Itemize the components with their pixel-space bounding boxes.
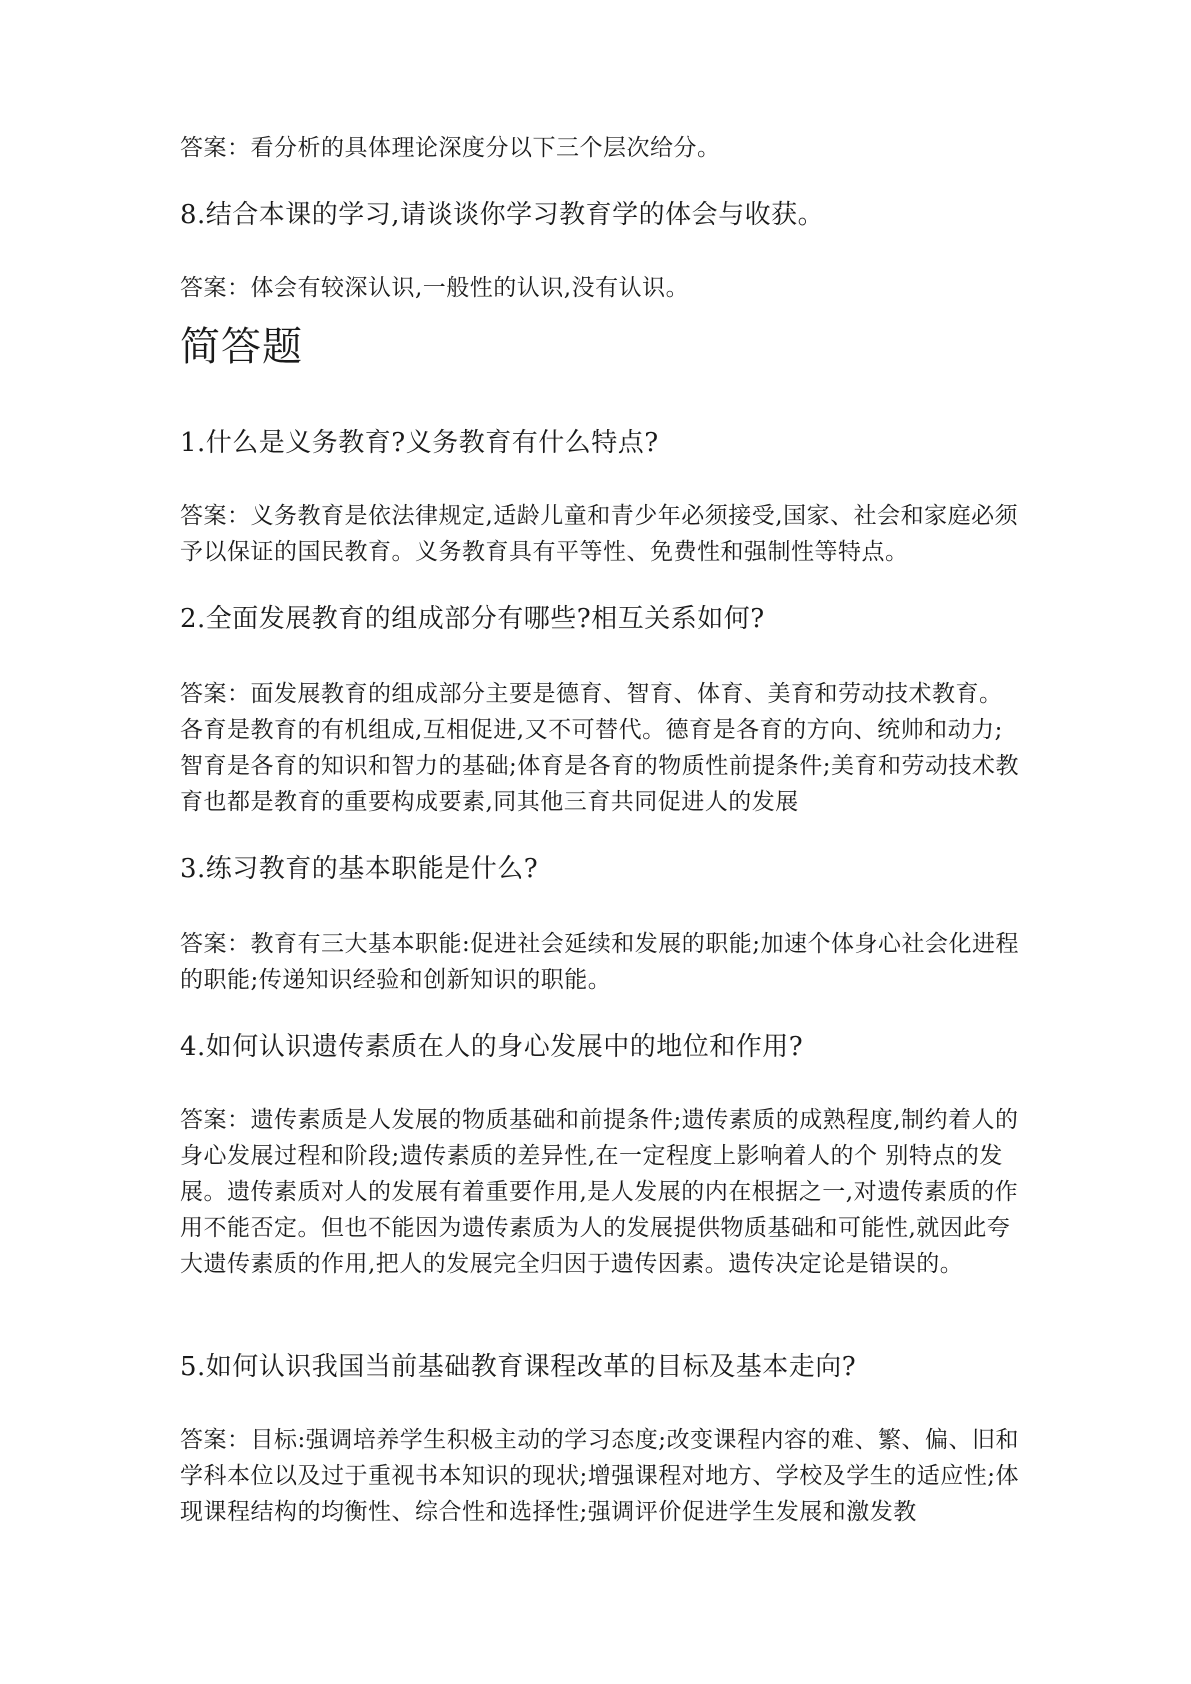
question-heading: 5.如何认识我国当前基础教育课程改革的目标及基本走向?: [180, 1352, 857, 1382]
answer-paragraph: 答案：面发展教育的组成部分主要是德育、智育、体育、美育和劳动技术教育。各育是教育的有机组成,互相促进,又不可替代。德育是各育的方向、统帅和动力;智育是各育的知识和智力的基础;体育是各育的物质性前提条件;美育和劳动技术教育也都是教育的重要构成要素,同其他三育共同促进人的发展: [180, 681, 1019, 815]
answer-paragraph: 答案：教育有三大基本职能:促进社会延续和发展的职能;加速个体身心社会化进程的职能;传递知识经验和创新知识的职能。: [180, 931, 1019, 993]
question-heading: 8.结合本课的学习,请谈谈你学习教育学的体会与收获。: [180, 200, 825, 230]
question-heading: 3.练习教育的基本职能是什么?: [180, 854, 539, 884]
answer-paragraph: 答案：目标:强调培养学生积极主动的学习态度;改变课程内容的难、繁、偏、旧和学科本位以及过于重视书本知识的现状;增强课程对地方、学校及学生的适应性;体现课程结构的均衡性、综合性和选择性;强调评价促进学生发展和激发教: [180, 1427, 1019, 1525]
answer-paragraph: 答案：看分析的具体理论深度分以下三个层次给分。: [180, 135, 721, 161]
question-heading: 4.如何认识遗传素质在人的身心发展中的地位和作用?: [180, 1032, 804, 1062]
answer-paragraph: 答案：义务教育是依法律规定,适龄儿童和青少年必须接受,国家、社会和家庭必须予以保证的国民教育。义务教育具有平等性、免费性和强制性等特点。: [180, 503, 1019, 565]
answer-paragraph: 答案：遗传素质是人发展的物质基础和前提条件;遗传素质的成熟程度,制约着人的身心发展过程和阶段;遗传素质的差异性,在一定程度上影响着人的个 别特点的发展。遗传素质对人的发展有着重要作用,是人发展的内在根据之一,对遗传素质的作用不能否定。但也不能因为遗传素质为人的发展提供物质基础和可能性,就因此夸大遗传素质的作用,把人的发展完全归因于遗传因素。遗传决定论是错误的。: [180, 1107, 1019, 1277]
section-title: 简答题: [180, 324, 303, 370]
question-heading: 2.全面发展教育的组成部分有哪些?相互关系如何?: [180, 604, 765, 634]
answer-paragraph: 答案：体会有较深认识,一般性的认识,没有认识。: [180, 275, 690, 301]
question-heading: 1.什么是义务教育?义务教育有什么特点?: [180, 428, 659, 458]
